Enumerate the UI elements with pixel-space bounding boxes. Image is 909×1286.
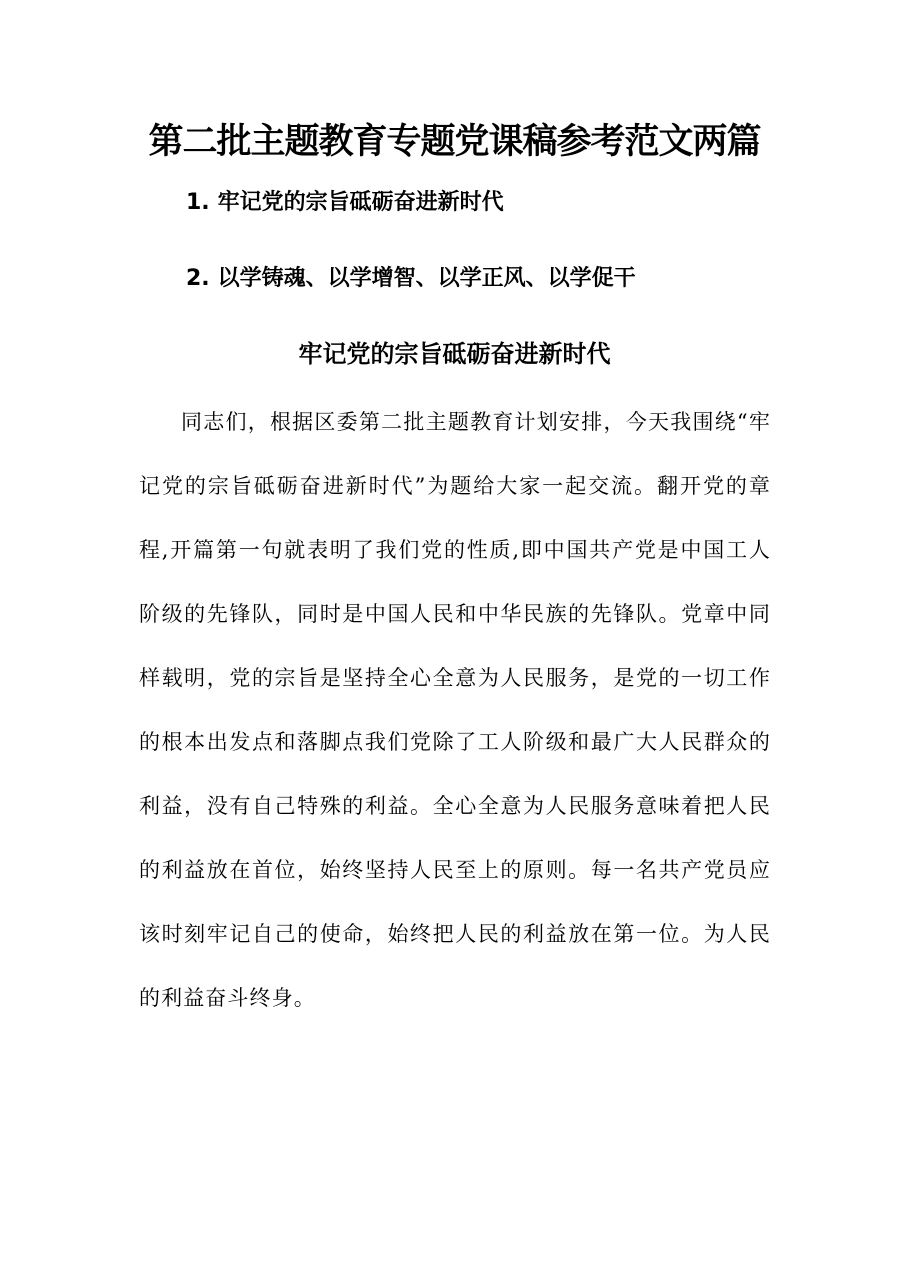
toc-item-2 bbox=[186, 261, 636, 297]
body-paragraph: 同志们，根据区委第二批主题教育计划安排，今天我围绕“牢记党的宗旨砥砺奋进新时代”为题给大家一起交流。翻开党的章程,开篇第一句就表明了我们党的性质,即中国共产党是中国工人阶级的先锋队，同时是中国人民和中华民族的先锋队。党章中同样载明，党的宗旨是坚持全心全意为人民服务，是党的一切工作的根本出发点和落脚点我们党除了工人阶级和最广大人民群众的利益，没有自己特殊的利益。全心全意为人民服务意味着把人民的利益放在首位，始终坚持人民至上的原则。每一名共产党员应该时刻牢记自己的使命，始终把人民的利益放在第一位。为人民的利益奋斗终身。 bbox=[139, 410, 771, 1010]
table-of-contents bbox=[186, 185, 636, 337]
toc-item-number: 2. bbox=[186, 266, 210, 291]
document-title: 第二批主题教育专题党课稿参考范文两篇 bbox=[148, 121, 761, 162]
section-title: 牢记党的宗旨砥砺奋进新时代 bbox=[298, 339, 611, 368]
toc-item-text: 以学铸魂、以学增智、以学正风、以学促干 bbox=[217, 266, 636, 291]
toc-item-number: 1. bbox=[186, 190, 210, 215]
toc-item-text: 牢记党的宗旨砥砺奋进新时代 bbox=[217, 190, 504, 215]
toc-item-1 bbox=[186, 185, 636, 221]
